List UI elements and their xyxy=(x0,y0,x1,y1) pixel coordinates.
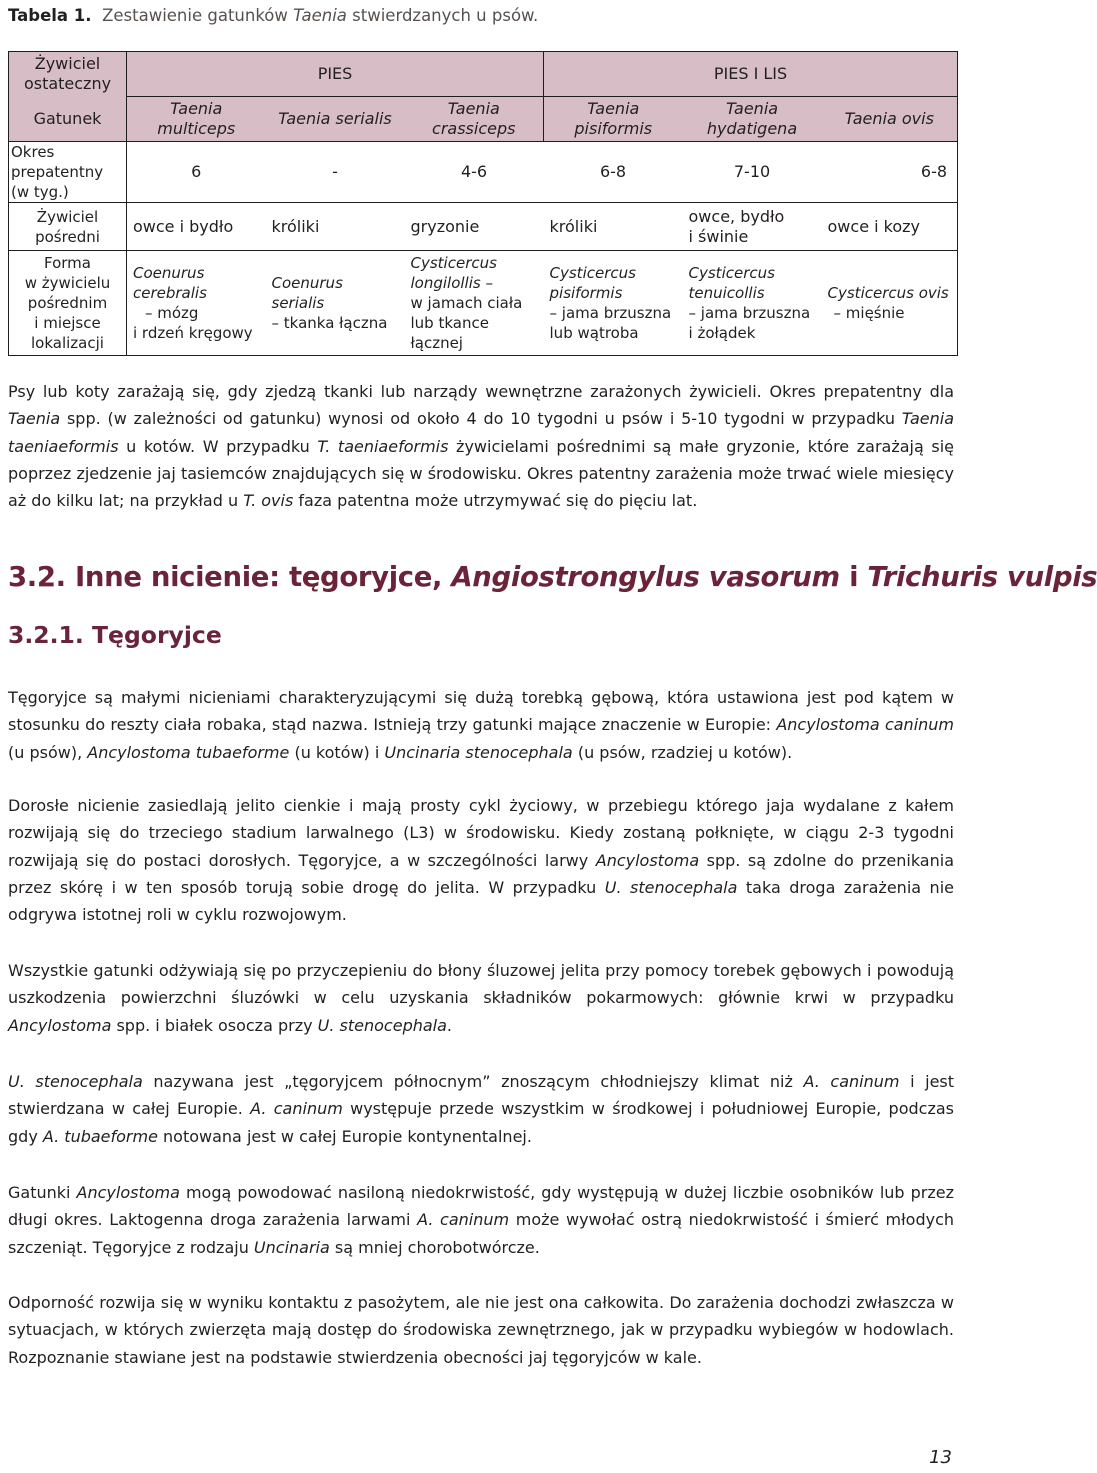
intermediate-host: króliki xyxy=(544,203,683,251)
caption-text: Zestawienie gatunków Taenia stwierdzanych u psów. xyxy=(102,6,539,25)
paragraph-taenia-infection: Psy lub koty zarażają się, gdy zjedzą tkanki lub narządy wewnętrzne zarażonych żywicieli. Okres prepatentny dla Taenia spp. (w zależności od gatunku) wynosi od około 4 do 10 tygodni u psów i 5-10 tygodni w przypadku Taenia taeniaeformis u kotów. W przypadku T. taeniaeformis żywicielami pośrednimi są małe gryzonie, które zarażają się poprzez zjedzenie jaj tasiemców znajdujących się w środowisku. Okres patentny zarażenia może trwać wiele miesięcy aż do kilku lat; na przykład u T. ovis faza patentna może utrzymywać się do pięciu lat. xyxy=(8,382,955,511)
table-row xyxy=(9,97,958,142)
table-row xyxy=(9,52,958,97)
form-cell: Coenurus serialis – tkanka łączna xyxy=(266,251,405,356)
species-multiceps: Taenia multiceps xyxy=(127,97,266,142)
intermediate-host: owce i bydło xyxy=(127,203,266,251)
prepatent-value: 7-10 xyxy=(683,142,822,203)
intermediate-label: Żywiciel pośredni xyxy=(9,203,127,251)
form-cell: Cysticercus ovis – mięśnie xyxy=(822,251,958,356)
group-pies: PIES xyxy=(127,52,544,97)
caption-label: Tabela 1. xyxy=(8,6,92,25)
form-cell: Cysticercus pisiformis – jama brzuszna lub wątroba xyxy=(544,251,683,356)
host-final-label: Żywiciel ostateczny xyxy=(9,52,127,97)
form-label: Forma w żywicielu pośrednim i miejsce lokalizacji xyxy=(9,251,127,356)
paragraph-pathogenicity: Gatunki Ancylostoma mogą powodować nasiloną niedokrwistość, gdy występują w dużej liczbie osobników lub przez długi okres. Laktogenna droga zarażenia larwami A. caninum może wywołać ostrą niedokrwistość i śmierć młodych szczeniąt. Tęgoryjce z rodzaju Uncinaria są mniej chorobotwórcze. xyxy=(8,1183,955,1257)
form-cell: Coenurus cerebralis – mózg i rdzeń kręgowy xyxy=(127,251,266,356)
paragraph-hookworms-intro: Tęgoryjce są małymi nicieniami charakteryzującymi się dużą torebką gębową, która ustawiona jest pod kątem w stosunku do reszty ciała robaka, stąd nazwa. Istnieją trzy gatunki mające znaczenie w Europie: Ancylostoma caninum (u psów), Ancylostoma tubaeforme (u kotów) i Uncinaria stenocephala (u psów, rzadziej u kotów). xyxy=(8,688,955,762)
species-label: Gatunek xyxy=(9,97,127,142)
prepatent-value: 4-6 xyxy=(405,142,544,203)
species-pisiformis: Taenia pisiformis xyxy=(544,97,683,142)
prepatent-value: - xyxy=(266,142,405,203)
paragraph-life-cycle: Dorosłe nicienie zasiedlają jelito cienkie i mają prosty cykl życiowy, w przebiegu którego jaja wydalane z kałem rozwijają się do trzeciego stadium larwalnego (L3) w środowisku. Kiedy zostaną połknięte, w ciągu 2-3 tygodni rozwijają się do postaci dorosłych. Tęgoryjce, a w szczególności larwy Ancylostoma spp. są zdolne do przenikania przez skórę i w ten sposób torują sobie drogę do jelita. W przypadku U. stenocephala taka droga zarażenia nie odgrywa istotnej roli w cyklu rozwojowym. xyxy=(8,796,954,925)
prepatent-value: 6-8 xyxy=(544,142,683,203)
species-ovis: Taenia ovis xyxy=(822,97,958,142)
table-row xyxy=(9,251,958,356)
table-caption xyxy=(8,6,538,25)
section-heading: 3.2. Inne nicienie: tęgoryjce, Angiostrongylus vasorum i Trichuris vulpis xyxy=(8,561,1097,593)
taenia-table xyxy=(8,51,958,356)
species-crassiceps: Taenia crassiceps xyxy=(405,97,544,142)
paragraph-distribution: U. stenocephala nazywana jest „tęgoryjcem północnym” znoszącym chłodniejszy klimat niż A. caninum i jest stwierdzana w całej Europie. A. caninum występuje przede wszystkim w środkowej i południowej Europie, podczas gdy A. tubaeforme notowana jest w całej Europie kontynentalnej. xyxy=(8,1072,955,1146)
prepatent-label: Okres prepatentny (w tyg.) xyxy=(9,142,127,203)
form-cell: Cysticercus longilollis – w jamach ciała lub tkance łącznej xyxy=(405,251,544,356)
prepatent-value: 6 xyxy=(127,142,266,203)
table-row xyxy=(9,203,958,251)
subsection-heading: 3.2.1. Tęgoryjce xyxy=(8,621,222,649)
species-serialis: Taenia serialis xyxy=(266,97,405,142)
intermediate-host: owce, bydło i świnie xyxy=(683,203,822,251)
form-cell: Cysticercus tenuicollis – jama brzuszna i żołądek xyxy=(683,251,822,356)
prepatent-value: 6-8 xyxy=(822,142,958,203)
paragraph-feeding: Wszystkie gatunki odżywiają się po przyczepieniu do błony śluzowej jelita przy pomocy torebek gębowych i powodują uszkodzenia powierzchni śluzówki w celu uzyskania składników pokarmowych: głównie krwi w przypadku Ancylostoma spp. i białek osocza przy U. stenocephala. xyxy=(8,961,954,1035)
group-pies-lis: PIES I LIS xyxy=(544,52,958,97)
page-number: 13 xyxy=(929,1447,952,1468)
table-row xyxy=(9,142,958,203)
species-hydatigena: Taenia hydatigena xyxy=(683,97,822,142)
intermediate-host: króliki xyxy=(266,203,405,251)
intermediate-host: gryzonie xyxy=(405,203,544,251)
intermediate-host: owce i kozy xyxy=(822,203,958,251)
paragraph-immunity: Odporność rozwija się w wyniku kontaktu z pasożytem, ale nie jest ona całkowita. Do zarażenia dochodzi zwłaszcza w sytuacjach, w których zwierzęta mają dostęp do środowiska zewnętrznego, jak w przypadku wybiegów w hodowlach. Rozpoznanie stawiane jest na podstawie stwierdzenia obecności jaj tęgoryjców w kale. xyxy=(8,1293,954,1367)
